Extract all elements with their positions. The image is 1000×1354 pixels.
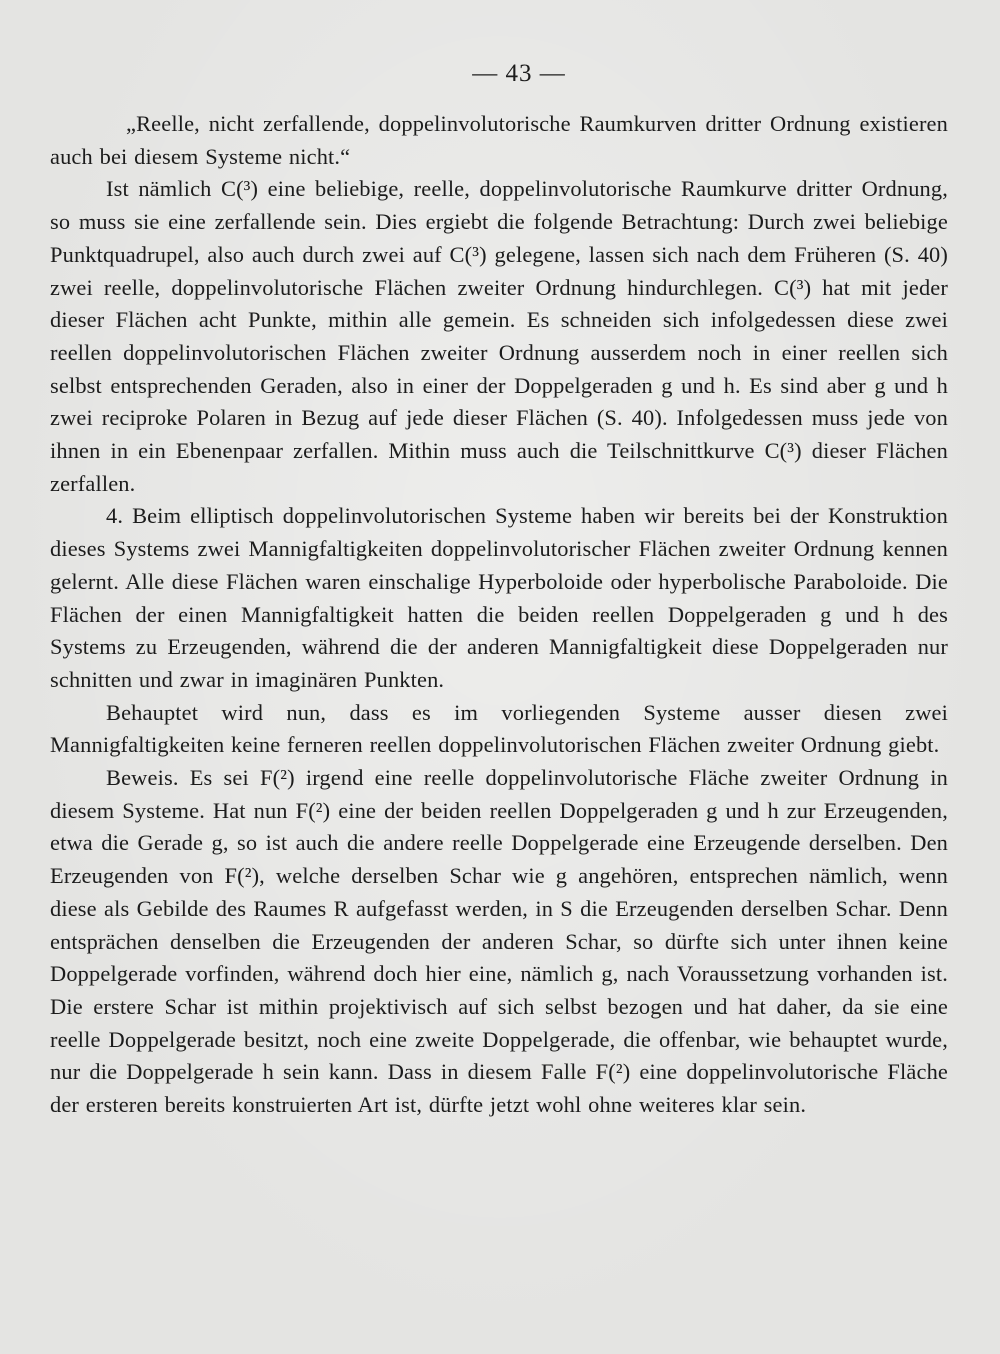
- paragraph-theorem: „Reelle, nicht zerfallende, doppelinvolutorische Raumkurven dritter Ordnung existieren auch bei diesem Systeme nicht.“: [50, 111, 948, 169]
- page-number: — 43 —: [472, 60, 566, 87]
- paragraph-proof: Beweis. Es sei F(²) irgend eine reelle doppelinvolutorische Fläche zweiter Ordnung in diesem Systeme. Hat nun F(²) eine der beiden reellen Doppelgeraden g und h zur Erzeugenden, etwa die Gerade g, so ist auch die andere reelle Doppelgerade eine Erzeugende derselben. Den Erzeugenden von F(²), welche derselben Schar wie g angehören, entsprechen nämlich, wenn diese als Gebilde des Raumes R aufgefasst werden, in S die Erzeugenden derselben Schar. Denn entsprächen denselben die Erzeugenden der anderen Schar, so dürfte sich unter ihnen keine Doppelgerade vorfinden, während doch hier eine, nämlich g, nach Voraussetzung vorhanden ist. Die erstere Schar ist mithin projektivisch auf sich selbst bezogen und hat daher, da sie eine reelle Doppelgerade besitzt, noch eine zweite Doppelgerade, die offenbar, wie behauptet wurde, nur die Doppelgerade h sein kann. Dass in diesem Falle F(²) eine doppelinvolutorische Fläche der ersteren bereits konstruierten Art ist, dürfte jetzt wohl ohne weiteres klar sein.: [50, 765, 948, 1118]
- paragraph-claim: Behauptet wird nun, dass es im vorliegenden Systeme ausser diesen zwei Mannigfaltigkeiten keine ferneren reellen doppelinvolutorischen Flächen zweiter Ordnung giebt.: [50, 699, 948, 758]
- paragraph-section-4: 4. Beim elliptisch doppelinvolutorischen Systeme haben wir bereits bei der Konstruktion dieses Systems zwei Mannigfaltigkeiten doppelinvolutorischer Flächen zweiter Ordnung kennen gelernt. Alle diese Flächen waren einschalige Hyperboloide oder hyperbolische Paraboloide. Die Flächen der einen Mannigfaltigkeit hatten die beiden reellen Doppelgeraden g und h des Systems zu Erzeugenden, während die der anderen Mannigfaltigkeit diese Doppelgeraden nur schnitten und zwar in imaginären Punkten.: [50, 503, 948, 692]
- paragraph-proof-cubic: Ist nämlich C(³) eine beliebige, reelle, doppelinvolutorische Raumkurve dritter Ordnung, so muss sie eine zerfallende sein. Dies ergiebt die folgende Betrachtung: Durch zwei beliebige Punktquadrupel, also auch durch zwei auf C(³) gelegene, lassen sich nach dem Früheren (S. 40) zwei reelle, doppelinvolutorische Flächen zweiter Ordnung hindurchlegen. C(³) hat mit jeder dieser Flächen acht Punkte, mithin alle gemein. Es schneiden sich infolgedessen diese zwei reellen doppelinvolutorischen Flächen zweiter Ordnung ausserdem noch in einer reellen sich selbst entsprechenden Geraden, also in einer der Doppelgeraden g und h. Es sind aber g und h zwei reciproke Polaren in Bezug auf jede dieser Flächen (S. 40). Infolgedessen muss jede von ihnen in ein Ebenenpaar zerfallen. Mithin muss auch die Teilschnittkurve C(³) dieser Flächen zerfallen.: [50, 176, 948, 496]
- page-body: [50, 108, 948, 1122]
